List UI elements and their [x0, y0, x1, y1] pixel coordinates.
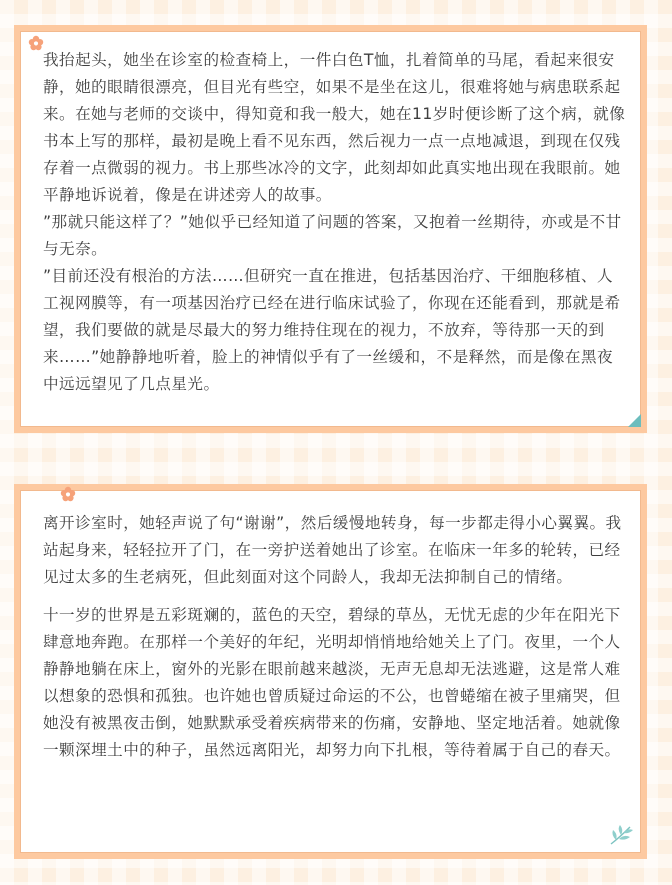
article-text-1 [43, 47, 626, 398]
page-fold-icon [628, 414, 641, 427]
article-card-2-inner [20, 490, 641, 853]
article-card-1 [14, 25, 647, 433]
paragraph: 十一岁的世界是五彩斑斓的，蓝色的天空，碧绿的草丛，无忧无虑的少年在阳光下肆意地奔跑。在那样一个美好的年纪，光明却悄悄地给她关上了门。夜里，一个人静静地躺在床上，窗外的光影在眼前越来越淡，无声无息却无法逃避，这是常人难以想象的恐惧和孤独。也许她也曾质疑过命运的不公，也曾蜷缩在被子里痛哭，但她没有被黑夜击倒，她默默承受着疾病带来的伤痛，安静地、坚定地活着。她就像一颗深埋土中的种子，虽然远离阳光，却努力向下扎根，等待着属于自己的春天。 [43, 606, 621, 759]
article-text-2 [43, 510, 626, 764]
article-card-1-inner [20, 31, 641, 427]
article-card-2 [14, 484, 647, 859]
leaf-icon [608, 824, 634, 846]
paragraph: 离开诊室时，她轻声说了句“谢谢”，然后缓慢地转身，每一步都走得小心翼翼。我站起身来，轻轻拉开了门，在一旁护送着她出了诊室。在临床一年多的轮转，已经见过太多的生老病死，但此刻面对这个同龄人，我却无法抑制自己的情绪。 [43, 514, 622, 586]
paragraph: ”那就只能这样了？”她似乎已经知道了问题的答案，又抱着一丝期待，亦或是不甘与无奈。 [43, 213, 622, 258]
paragraph: 我抬起头，她坐在诊室的检查椅上，一件白色T恤，扎着简单的马尾，看起来很安静，她的眼睛很漂亮，但目光有些空，如果不是坐在这儿，很难将她与病患联系起来。在她与老师的交谈中，得知竟和我一般大，她在11岁时便诊断了这个病，就像书本上写的那样，最初是晚上看不见东西，然后视力一点一点地减退，到现在仅残存着一点微弱的视力。书上那些冰冷的文字，此刻却如此真实地出现在我眼前。她平静地诉说着，像是在讲述旁人的故事。 [43, 51, 626, 204]
paragraph: ”目前还没有根治的方法……但研究一直在推进，包括基因治疗、干细胞移植、人工视网膜等，有一项基因治疗已经在进行临床试验了，你现在还能看到，那就是希望，我们要做的就是尽最大的努力维持住现在的视力，不放弃，等待那一天的到来……”她静静地听着，脸上的神情似乎有了一丝缓和，不是释然，而是像在黑夜中远远望见了几点星光。 [43, 267, 621, 393]
flower-icon [28, 35, 44, 51]
flower-icon [60, 486, 76, 502]
